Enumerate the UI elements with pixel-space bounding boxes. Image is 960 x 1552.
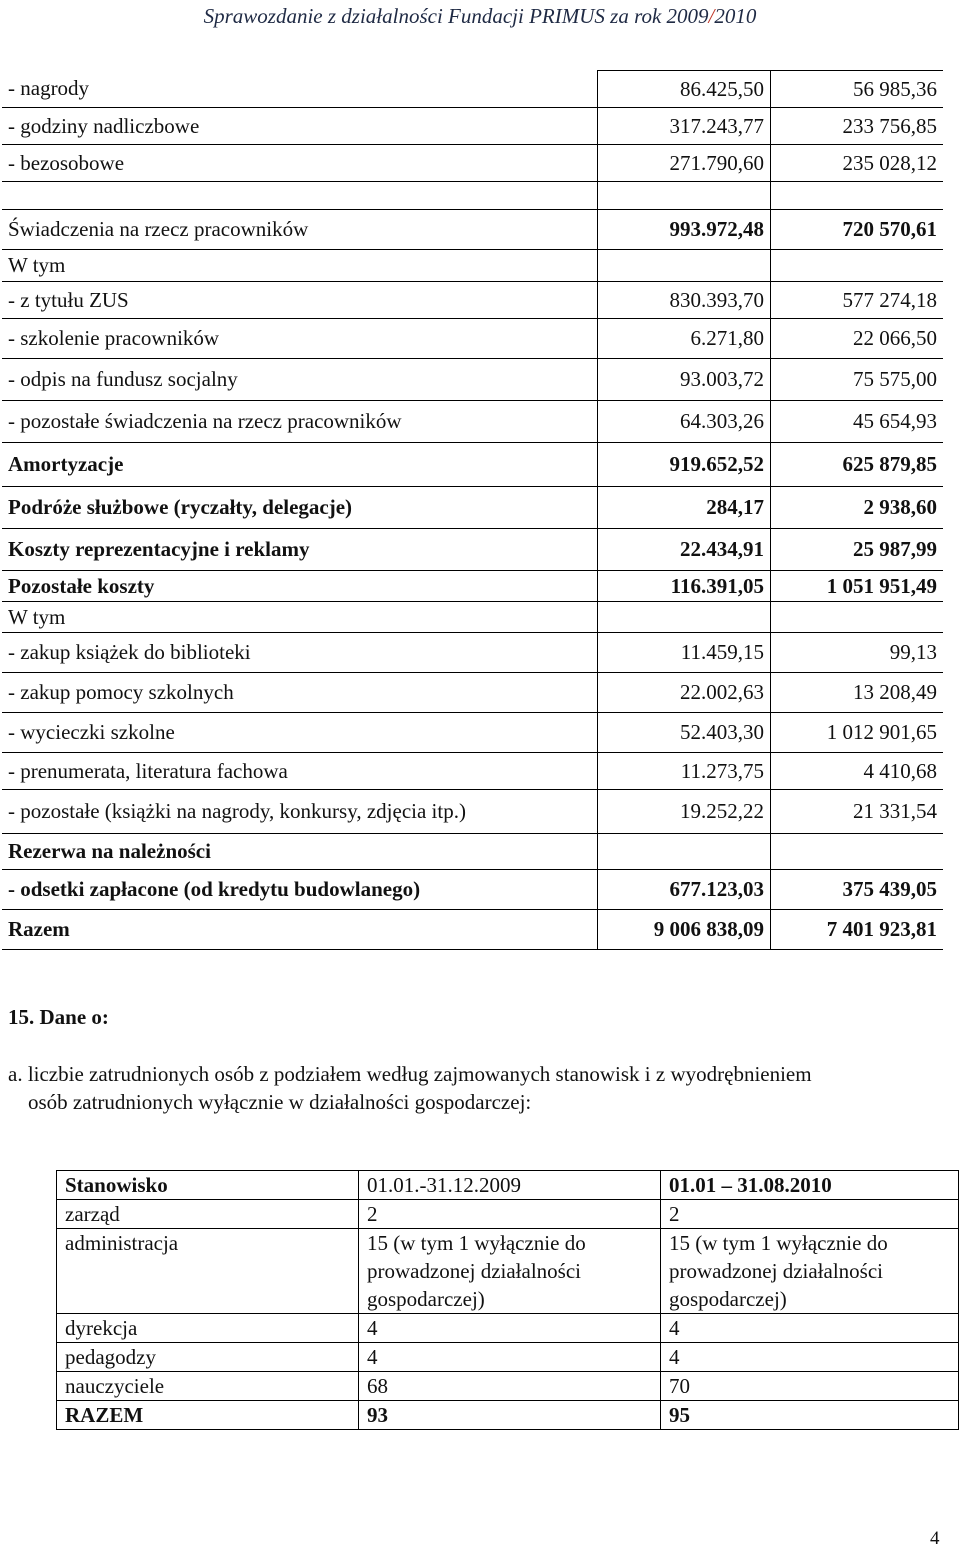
table-row [2,910,943,950]
header-year: 2010 [714,4,757,28]
amount-2009-cell: 52.403,30 [598,713,771,753]
costs-table [2,70,943,950]
employment-header-row [57,1171,959,1200]
table-row [2,359,943,401]
cost-label-cell: - odpis na fundusz socjalny [2,359,598,401]
table-row [2,529,943,571]
cost-label-cell: - zakup książek do biblioteki [2,633,598,673]
amount-2010-cell: 7 401 923,81 [771,910,944,950]
amount-2010-cell: 13 208,49 [771,673,944,713]
count-2009-cell: 2 [359,1200,661,1229]
section-a-line1: a. liczbie zatrudnionych osób z podziałem według zajmowanych stanowisk i z wyodrębnieniem [8,1062,812,1086]
table-row [57,1200,959,1229]
amount-2009-cell: 19.252,22 [598,790,771,834]
amount-2009-cell: 86.425,50 [598,71,771,108]
amount-2009-cell: 919.652,52 [598,443,771,487]
table-row [2,870,943,910]
cost-label-cell: Koszty reprezentacyjne i reklamy [2,529,598,571]
amount-2010-cell [771,602,944,633]
amount-2009-cell: 284,17 [598,487,771,529]
amount-2010-cell: 235 028,12 [771,145,944,182]
total-label-cell: RAZEM [57,1401,359,1430]
section-a-paragraph [8,1060,948,1116]
cost-label-cell: - godziny nadliczbowe [2,108,598,145]
page-number: 4 [930,1528,940,1549]
count-2010-cell: 4 [661,1314,959,1343]
table-row [2,282,943,319]
cost-label-cell: Świadczenia na rzecz pracowników [2,210,598,250]
cost-label-cell: W tym [2,602,598,633]
amount-2009-cell: 317.243,77 [598,108,771,145]
amount-2009-cell: 11.273,75 [598,753,771,790]
amount-2010-cell: 577 274,18 [771,282,944,319]
cost-label-cell: Pozostałe koszty [2,571,598,602]
table-row [2,182,943,210]
amount-2009-cell: 93.003,72 [598,359,771,401]
amount-2010-cell [771,182,944,210]
count-2009-cell: 68 [359,1372,661,1401]
table-row [2,71,943,108]
amount-2009-cell [598,182,771,210]
table-row [2,108,943,145]
amount-2010-cell: 45 654,93 [771,401,944,443]
cost-label-cell: Razem [2,910,598,950]
amount-2010-cell: 4 410,68 [771,753,944,790]
header-title: Sprawozdanie z działalności Fundacji PRIMUS za rok 2009 [203,4,709,28]
employment-table [56,1170,959,1430]
cost-label-cell: Rezerwa na należności [2,834,598,870]
section-15-heading: 15. Dane o: [8,1005,109,1029]
count-2009-cell: 4 [359,1343,661,1372]
amount-2009-cell [598,602,771,633]
amount-2010-cell: 99,13 [771,633,944,673]
amount-2009-cell: 677.123,03 [598,870,771,910]
count-2009-cell: 15 (w tym 1 wyłącznie do prowadzonej działalności gospodarczej) [359,1229,661,1314]
amount-2010-cell: 22 066,50 [771,319,944,359]
position-cell: dyrekcja [57,1314,359,1343]
table-row [2,401,943,443]
cost-label-cell: - wycieczki szkolne [2,713,598,753]
amount-2010-cell: 233 756,85 [771,108,944,145]
cost-label-cell: - nagrody [2,71,598,108]
table-row [2,673,943,713]
amount-2010-cell: 625 879,85 [771,443,944,487]
col-header-stanowisko: Stanowisko [57,1171,359,1200]
amount-2010-cell: 2 938,60 [771,487,944,529]
employment-total-row [57,1401,959,1430]
count-2010-cell: 15 (w tym 1 wyłącznie do prowadzonej działalności gospodarczej) [661,1229,959,1314]
amount-2009-cell [598,250,771,282]
cost-label-cell [2,182,598,210]
table-row [2,713,943,753]
table-row [2,571,943,602]
table-row [57,1229,959,1314]
cost-label-cell: - pozostałe świadczenia na rzecz pracowników [2,401,598,443]
table-row [57,1372,959,1401]
table-row [2,602,943,633]
total-2009-cell: 93 [359,1401,661,1430]
table-row [2,319,943,359]
amount-2010-cell: 75 575,00 [771,359,944,401]
total-2010-cell: 95 [661,1401,959,1430]
amount-2009-cell [598,834,771,870]
amount-2010-cell [771,834,944,870]
cost-label-cell: - odsetki zapłacone (od kredytu budowlanego) [2,870,598,910]
table-row [2,753,943,790]
amount-2009-cell: 6.271,80 [598,319,771,359]
cost-label-cell: Podróże służbowe (ryczałty, delegacje) [2,487,598,529]
amount-2010-cell: 375 439,05 [771,870,944,910]
cost-label-cell: - szkolenie pracowników [2,319,598,359]
table-row [2,250,943,282]
section-a-line2: osób zatrudnionych wyłącznie w działalności gospodarczej: [28,1090,532,1114]
cost-label-cell: W tym [2,250,598,282]
table-row [57,1343,959,1372]
amount-2009-cell: 9 006 838,09 [598,910,771,950]
table-row [2,633,943,673]
position-cell: nauczyciele [57,1372,359,1401]
table-row [2,443,943,487]
cost-label-cell: - pozostałe (książki na nagrody, konkursy, zdjęcia itp.) [2,790,598,834]
amount-2010-cell: 1 012 901,65 [771,713,944,753]
col-header-2009: 01.01.-31.12.2009 [359,1171,661,1200]
header-slash: / [708,4,715,28]
table-row [2,790,943,834]
table-row [2,487,943,529]
position-cell: pedagodzy [57,1343,359,1372]
amount-2009-cell: 993.972,48 [598,210,771,250]
table-row [2,834,943,870]
col-header-2010: 01.01 – 31.08.2010 [661,1171,959,1200]
count-2010-cell: 2 [661,1200,959,1229]
cost-label-cell: - z tytułu ZUS [2,282,598,319]
cost-label-cell: - prenumerata, literatura fachowa [2,753,598,790]
amount-2009-cell: 22.002,63 [598,673,771,713]
cost-label-cell: - zakup pomocy szkolnych [2,673,598,713]
table-row [2,210,943,250]
amount-2009-cell: 11.459,15 [598,633,771,673]
amount-2010-cell: 56 985,36 [771,71,944,108]
amount-2009-cell: 830.393,70 [598,282,771,319]
count-2010-cell: 4 [661,1343,959,1372]
position-cell: administracja [57,1229,359,1314]
amount-2010-cell: 1 051 951,49 [771,571,944,602]
amount-2009-cell: 116.391,05 [598,571,771,602]
amount-2009-cell: 64.303,26 [598,401,771,443]
table-row [57,1314,959,1343]
amount-2010-cell: 25 987,99 [771,529,944,571]
amount-2009-cell: 22.434,91 [598,529,771,571]
amount-2010-cell: 720 570,61 [771,210,944,250]
table-row [2,145,943,182]
count-2009-cell: 4 [359,1314,661,1343]
cost-label-cell: - bezosobowe [2,145,598,182]
position-cell: zarząd [57,1200,359,1229]
cost-label-cell: Amortyzacje [2,443,598,487]
amount-2010-cell: 21 331,54 [771,790,944,834]
page-header [0,4,960,29]
amount-2009-cell: 271.790,60 [598,145,771,182]
count-2010-cell: 70 [661,1372,959,1401]
amount-2010-cell [771,250,944,282]
